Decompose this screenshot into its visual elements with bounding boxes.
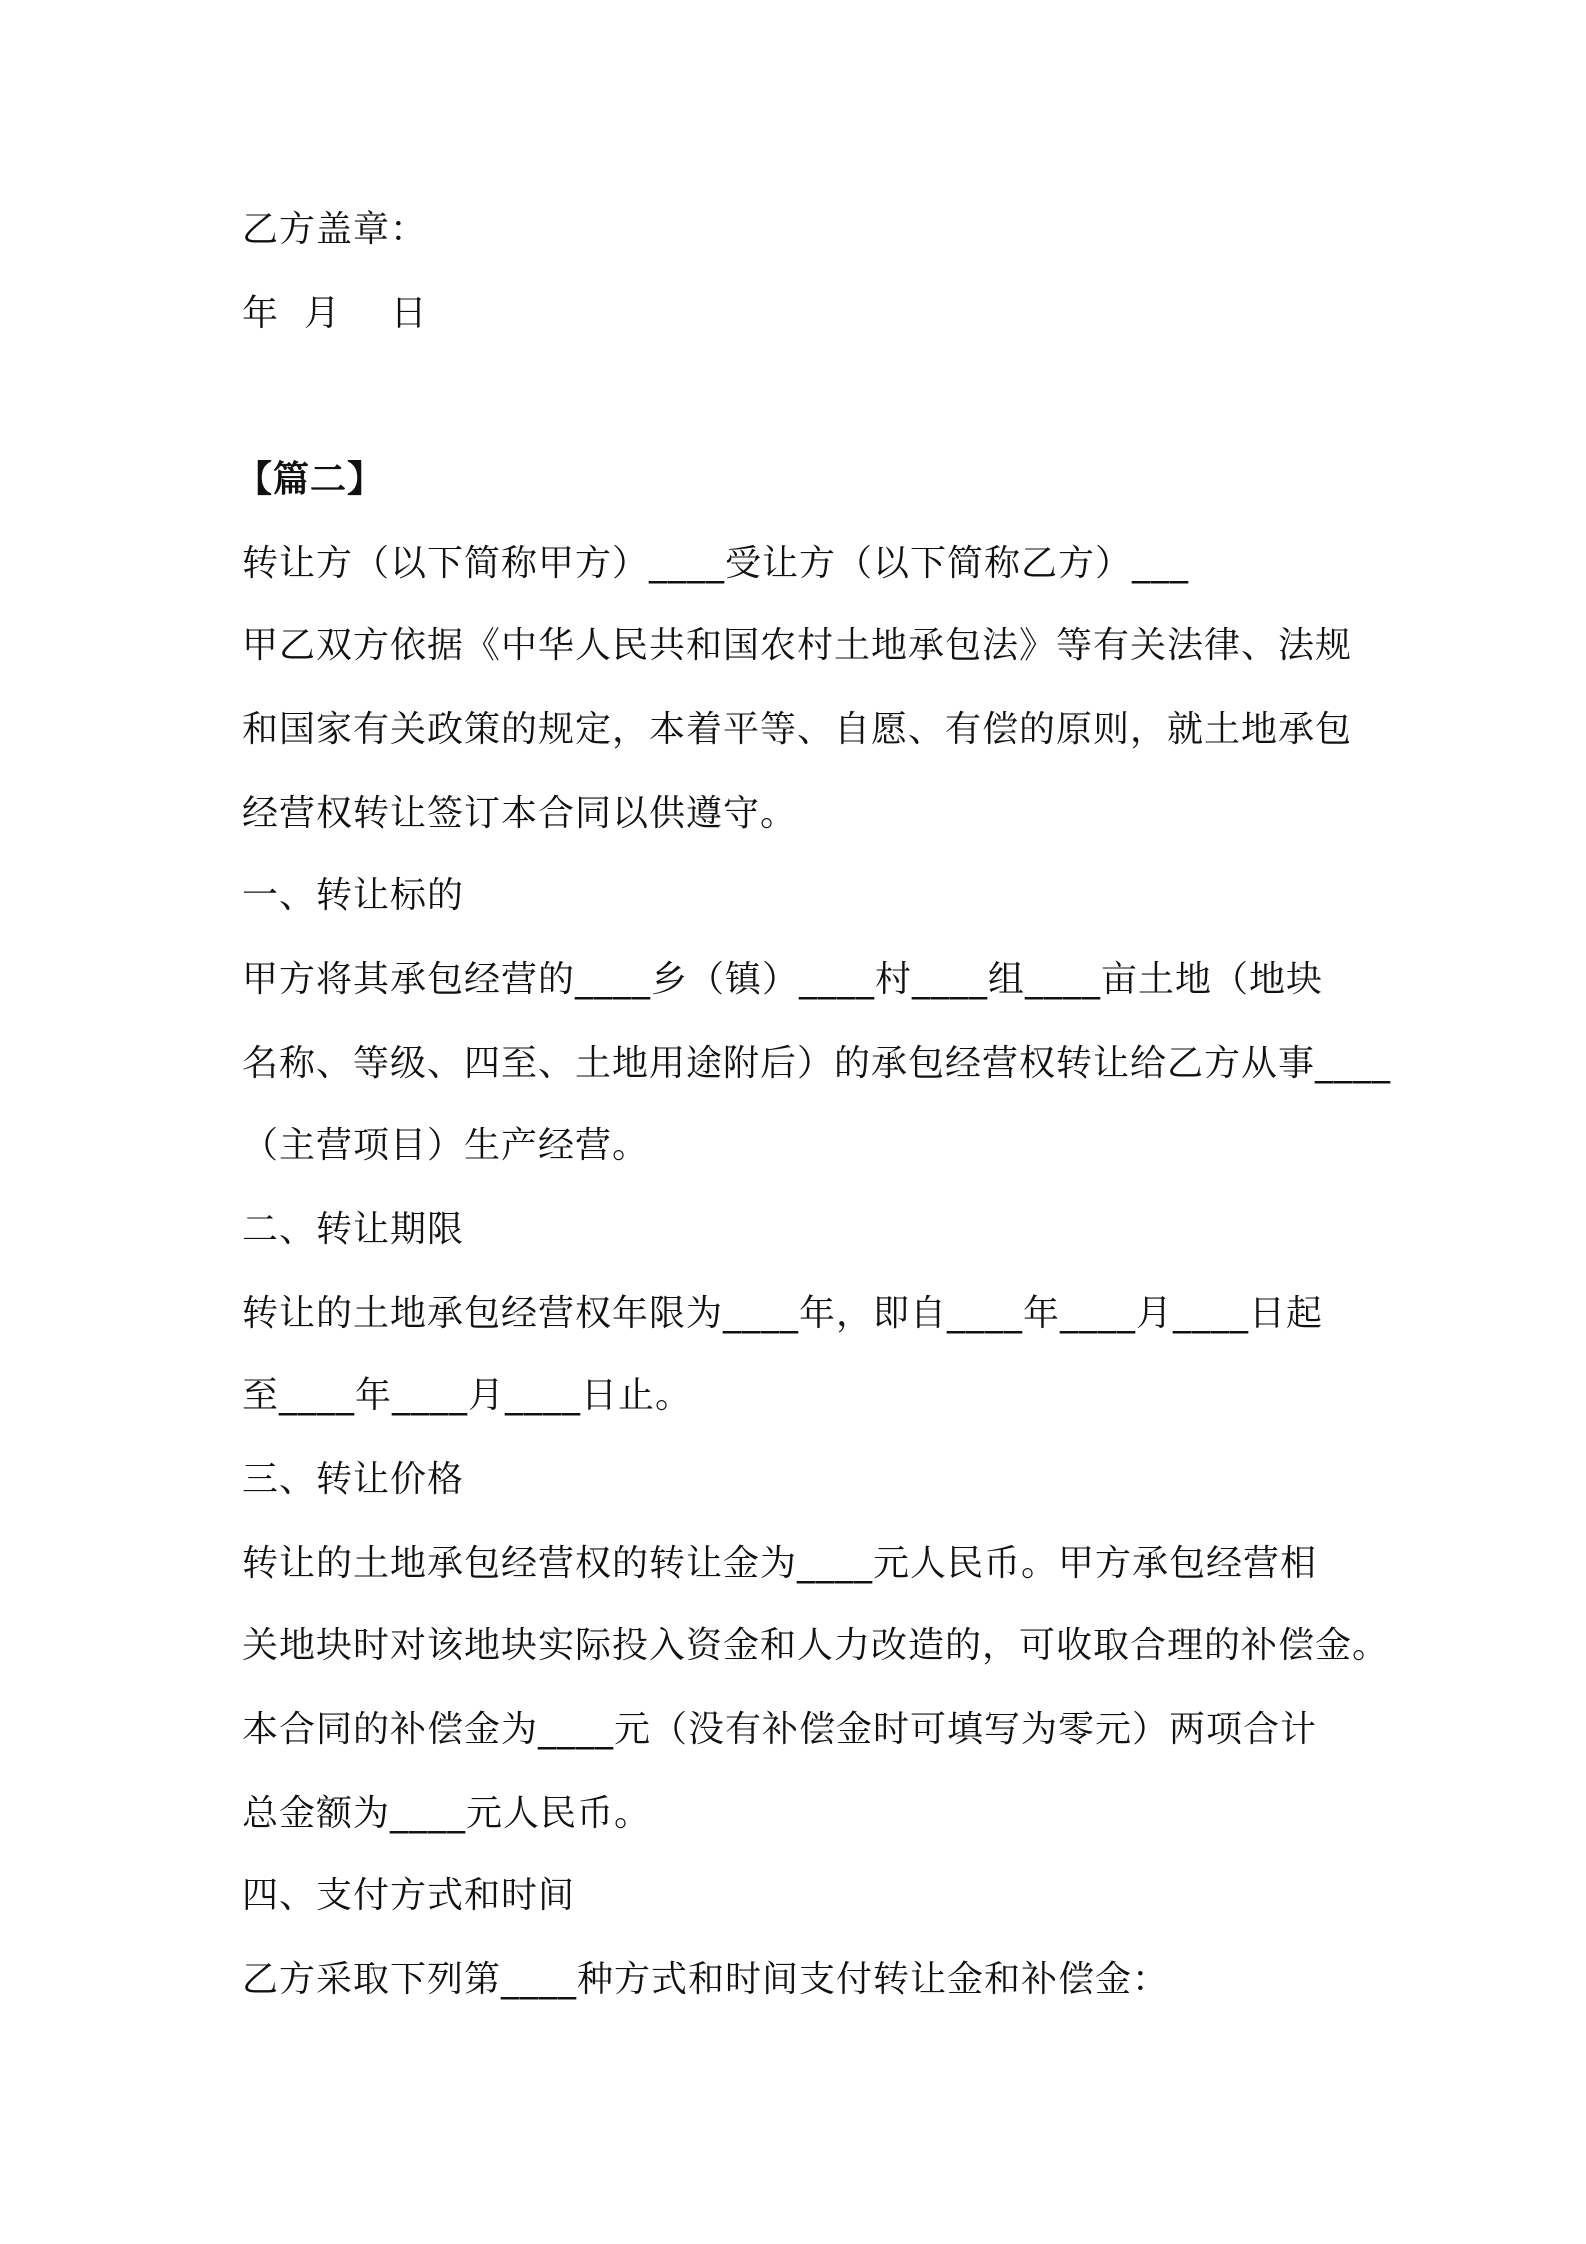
clause-heading: 一、转让标的: [242, 875, 465, 916]
clause-heading: 三、转让价格: [242, 1459, 465, 1500]
paragraph-line: （主营项目）生产经营。: [242, 1125, 650, 1166]
paragraph-line: 和国家有关政策的规定，本着平等、自愿、有偿的原则，就土地承包: [242, 709, 1353, 750]
paragraph-line: 甲方将其承包经营的____乡（镇）____村____组____亩土地（地块: [242, 959, 1324, 1000]
paragraph-line: 转让的土地承包经营权年限为____年，即自____年____月____日起: [242, 1293, 1324, 1334]
paragraph-line: 关地块时对该地块实际投入资金和人力改造的，可收取合理的补偿金。: [242, 1625, 1390, 1666]
paragraph-line: 转让的土地承包经营权的转让金为____元人民币。甲方承包经营相: [242, 1543, 1318, 1584]
clause-heading: 四、支付方式和时间: [242, 1875, 576, 1916]
paragraph-line: 总金额为____元人民币。: [242, 1793, 652, 1834]
party-b-seal-label: 乙方盖章：: [242, 209, 428, 250]
paragraph-line: 本合同的补偿金为____元（没有补偿金时可填写为零元）两项合计: [242, 1709, 1318, 1750]
paragraph-line: 甲乙双方依据《中华人民共和国农村土地承包法》等有关法律、法规: [242, 625, 1353, 666]
paragraph-line: 名称、等级、四至、土地用途附后）的承包经营权转让给乙方从事____: [242, 1043, 1392, 1084]
date-placeholder: 年 月 日: [242, 293, 428, 334]
clause-heading: 二、转让期限: [242, 1209, 465, 1250]
paragraph-line: 至____年____月____日止。: [242, 1375, 693, 1416]
paragraph-line: 乙方采取下列第____种方式和时间支付转让金和补偿金：: [242, 1959, 1170, 2000]
parties-line: 转让方（以下简称甲方）____受让方（以下简称乙方）___: [242, 543, 1190, 584]
paragraph-line: 经营权转让签订本合同以供遵守。: [242, 793, 798, 834]
section-title: 【篇二】: [236, 459, 385, 500]
